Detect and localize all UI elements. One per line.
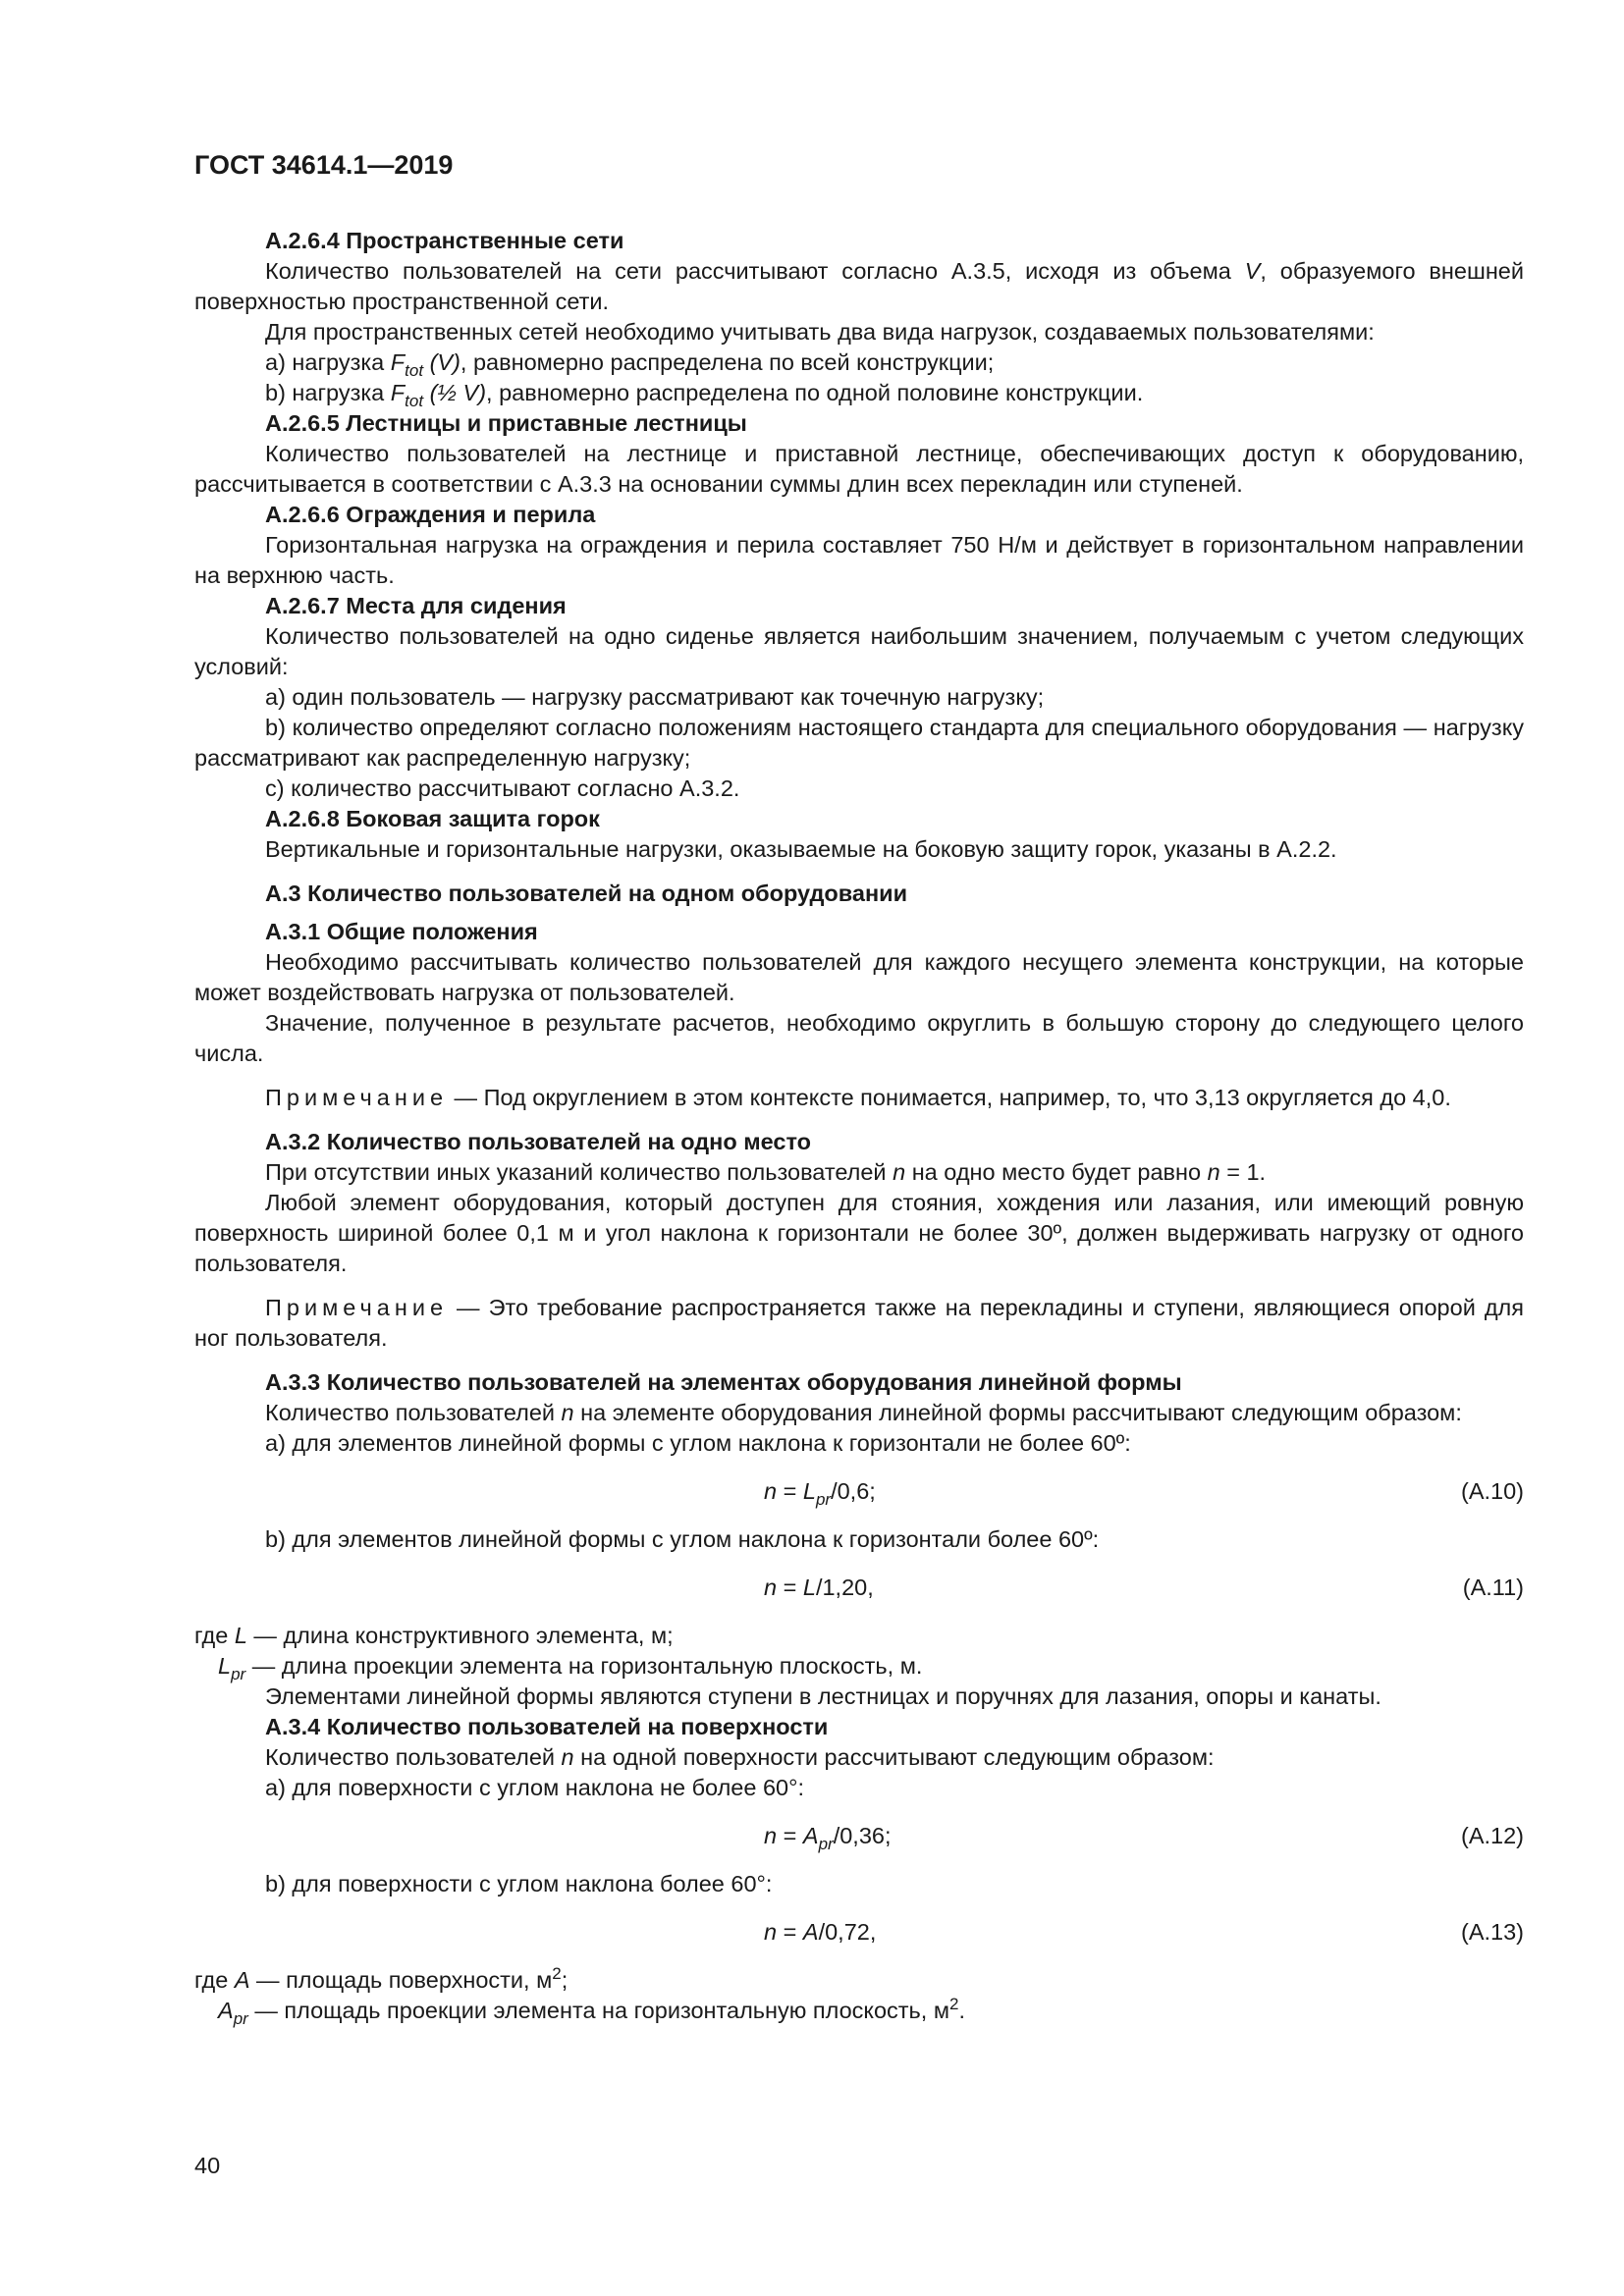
formula-a13 — [194, 1917, 1524, 1948]
paragraph: Вертикальные и горизонтальные нагрузки, оказываемые на боковую защиту горок, указаны в А.2.2. — [265, 836, 1337, 862]
page-number: 40 — [194, 2153, 221, 2178]
definition: $L_{pr}$ — длина проекции элемента на горизонтальную плоскость, м. — [218, 1653, 923, 1683]
formula-expression: $n = L_{pr}/0,6$; — [764, 1478, 876, 1509]
list-item: а) нагрузка $F_{tot}$ (V), равномерно распределена по всей конструкции; — [265, 349, 995, 380]
list-item: а) для элементов линейной формы с углом наклона к горизонтали не более 60º: — [265, 1430, 1131, 1456]
paragraph: Любой элемент оборудования, который доступен для стояния, хождения или лазания, или имеющий ровную поверхность шириной более 0,1 м и угол наклона к горизонтали не более 30º, должен выдерживать нагрузку от одного пользователя. — [194, 1190, 1524, 1276]
list-item: а) для поверхности с углом наклона не более 60°: — [265, 1775, 805, 1800]
heading-a267: А.2.6.7 Места для сидения — [265, 593, 567, 618]
paragraph: Количество пользователей n на элементе оборудования линейной формы рассчитывают следующим образом: — [265, 1400, 1462, 1425]
list-item: b) нагрузка $F_{tot}$ (½ V), равномерно распределена по одной половине конструкции. — [265, 380, 1144, 410]
list-item: а) один пользователь — нагрузку рассматривают как точечную нагрузку; — [265, 684, 1045, 710]
formula-a11 — [194, 1573, 1524, 1603]
paragraph: Необходимо рассчитывать количество пользователей для каждого несущего элемента конструкции, на которые может воздействовать нагрузка от пользователей. — [194, 949, 1524, 1005]
heading-a265: А.2.6.5 Лестницы и приставные лестницы — [265, 410, 747, 436]
definition: где L — длина конструктивного элемента, м; — [194, 1623, 674, 1648]
paragraph: Значение, полученное в результате расчетов, необходимо округлить в большую сторону до следующего целого числа. — [194, 1010, 1524, 1066]
paragraph: Количество пользователей n на одной поверхности рассчитывают следующим образом: — [265, 1744, 1215, 1770]
heading-a3: А.3 Количество пользователей на одном оборудовании — [265, 881, 908, 906]
heading-a266: А.2.6.6 Ограждения и перила — [265, 502, 596, 527]
document-body — [194, 226, 1524, 2026]
formula-expression: n = L/1,20, — [764, 1575, 874, 1600]
note: Примечание — Под округлением в этом контексте понимается, например, то, что 3,13 округляется до 4,0. — [265, 1085, 1451, 1110]
note: Примечание — Это требование распространяется также на перекладины и ступени, являющиеся опорой для ног пользователя. — [194, 1295, 1524, 1351]
formula-number: (А.13) — [1461, 1919, 1524, 1945]
heading-a33: А.3.3 Количество пользователей на элементах оборудования линейной формы — [265, 1369, 1182, 1395]
paragraph: При отсутствии иных указаний количество пользователей n на одно место будет равно n = 1. — [265, 1159, 1267, 1185]
formula-number: (А.11) — [1462, 1575, 1524, 1600]
document-page — [194, 0, 1524, 2296]
list-item: b) для поверхности с углом наклона более 60°: — [265, 1871, 773, 1896]
list-item: b) для элементов линейной формы с углом наклона к горизонтали более 60º: — [265, 1526, 1100, 1552]
paragraph: Количество пользователей на лестнице и приставной лестнице, обеспечивающих доступ к оборудованию, рассчитывается в соответствии с А.3.3 на основании суммы длин всех перекладин или ступеней. — [194, 441, 1524, 497]
list-item: b) количество определяют согласно положениям настоящего стандарта для специального оборудования — нагрузку рассматривают как распределенную нагрузку; — [194, 715, 1524, 771]
heading-a32: А.3.2 Количество пользователей на одно место — [265, 1129, 812, 1154]
formula-expression: $n = A_{pr}/0,36$; — [764, 1823, 892, 1853]
paragraph: Для пространственных сетей необходимо учитывать два вида нагрузок, создаваемых пользователями: — [265, 319, 1375, 345]
heading-a264: А.2.6.4 Пространственные сети — [265, 228, 624, 253]
definition: $A_{pr}$ — площадь проекции элемента на горизонтальную плоскость, $м^2$. — [218, 1995, 966, 2028]
doc-header: ГОСТ 34614.1—2019 — [194, 150, 454, 180]
heading-a34: А.3.4 Количество пользователей на поверхности — [265, 1714, 829, 1739]
paragraph: Элементами линейной формы являются ступени в лестницах и поручнях для лазания, опоры и канаты. — [265, 1683, 1381, 1709]
heading-a31: А.3.1 Общие положения — [265, 919, 538, 944]
paragraph: Количество пользователей на одно сиденье является наибольшим значением, получаемым с учетом следующих условий: — [194, 623, 1524, 679]
paragraph: Количество пользователей на сети рассчитывают согласно А.3.5, исходя из объема V, образуемого внешней поверхностью пространственной сети. — [194, 258, 1524, 314]
paragraph: Горизонтальная нагрузка на ограждения и перила составляет 750 Н/м и действует в горизонтальном направлении на верхнюю часть. — [194, 532, 1524, 588]
definition: где A — площадь поверхности, $м^2$; — [194, 1964, 568, 1993]
formula-number: (А.10) — [1461, 1478, 1524, 1504]
formula-a12 — [194, 1821, 1524, 1851]
heading-a268: А.2.6.8 Боковая защита горок — [265, 806, 600, 831]
formula-expression: n = A/0,72, — [764, 1919, 877, 1945]
list-item: с) количество рассчитывают согласно А.3.2. — [265, 775, 740, 801]
formula-a10 — [194, 1476, 1524, 1507]
formula-number: (А.12) — [1461, 1823, 1524, 1848]
